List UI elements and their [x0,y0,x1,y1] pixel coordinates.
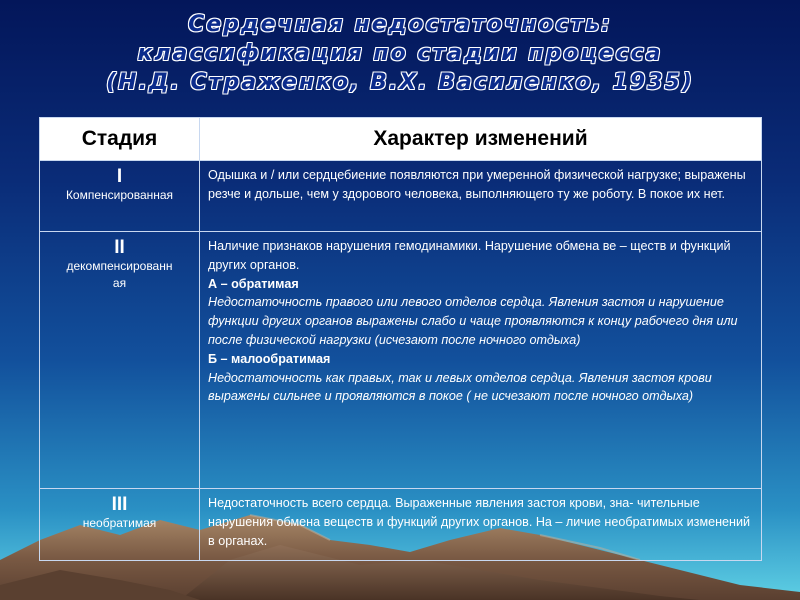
stage-cell [40,489,200,561]
changes-cell [200,489,762,561]
title-line-1: Сердечная недостаточность: [188,12,612,37]
table-header-row [40,118,762,161]
stage-name: Компенсированная [65,188,174,202]
stage-cell [40,232,200,489]
stage-cell [40,161,200,232]
slide-title [0,10,800,97]
table-row [40,232,762,489]
table-row [40,489,762,561]
table-row [40,161,762,232]
title-line-3: (Н.Д. Страженко, В.Х. Василенко, 1935) [106,70,694,95]
changes-cell [200,161,762,232]
changes-cell [200,232,762,489]
substage-b-text: Недостаточность как правых, так и левых отделов сердца. Явления застоя крови выражены сильнее и проявляются в покое ( не исчезают после ночного отдыха) [208,370,712,404]
changes-text: Недостаточность всего сердца. Выраженные явления застоя крови, зна- чительные нарушения обмена веществ и функций других органов. На – личие необратимых изменений в органах. [208,496,751,548]
classification-table [39,117,762,561]
header-changes: Характер изменений [200,118,762,161]
changes-intro: Наличие признаков нарушения гемодинамики. Нарушение обмена ве – ществ и функций других органов. [208,239,731,272]
stage-number: III [111,494,128,515]
substage-a-text: Недостаточность правого или левого отделов сердца. Явления застоя и нарушение функции других органов выражены слабо и чаще проявляются к концу рабочего дня или после физической нагрузки (исчезают после ночного отдыха) [208,295,738,347]
substage-b-title: Б – малообратимая [208,351,331,366]
stage-number: I [116,166,123,187]
substage-a-title: А – обратимая [208,276,299,291]
changes-text: Одышка и / или сердцебиение появляются при умеренной физической нагрузке; выражены резче и дольше, чем у здорового человека, выполняющего ту же роботу. В покое их нет. [208,168,746,201]
stage-name: необратимая [82,516,157,530]
stage-number: II [114,237,125,258]
header-stage: Стадия [40,118,200,161]
stage-name: декомпенсированная [66,259,173,290]
title-line-2: классификация по стадии процесса [137,41,663,66]
